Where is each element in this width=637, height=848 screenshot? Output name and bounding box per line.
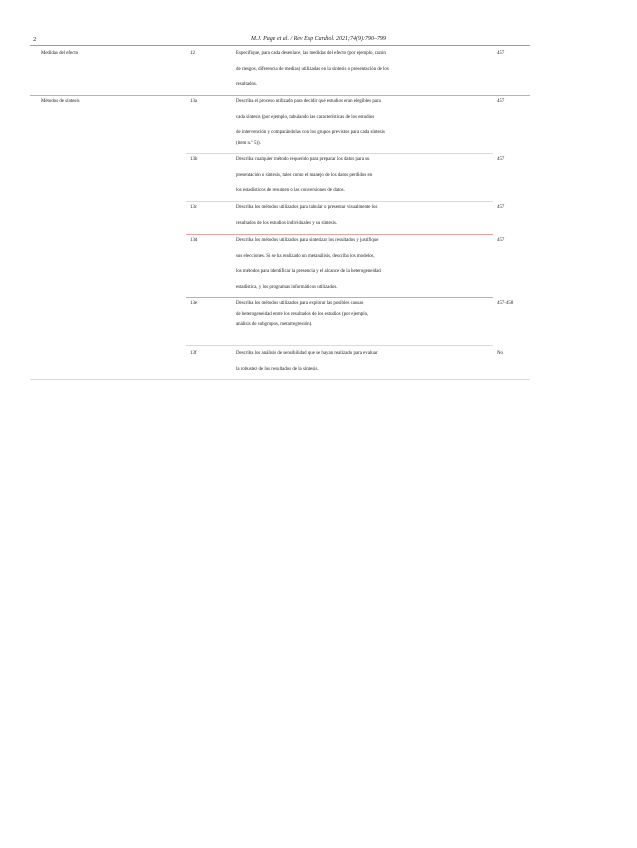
description-line: sus elecciones. Si se ha realizado un metanálisis, describa los modelos, [236, 253, 375, 259]
description-line: cada síntesis (por ejemplo, tabulando las características de los estudios [236, 114, 375, 120]
description-line: de riesgos, diferencia de medias) utilizadas en la síntesis o presentación de los [236, 66, 389, 72]
description-line: estadística, y los programas informáticos utilizados. [236, 284, 338, 290]
row-item: 13b [190, 157, 198, 162]
row-separator [186, 345, 493, 346]
row-page: No [497, 351, 503, 356]
row-item: 13c [190, 205, 198, 210]
description-line: Describa los métodos utilizados para explorar las posibles causas [236, 301, 364, 306]
description-line: resultados de los estudios individuales y su síntesis. [236, 220, 338, 226]
row-item: 13f [190, 351, 197, 356]
row-page: 457 [497, 205, 505, 210]
description-line: de intervención y comparándolas con los grupos previstos para cada síntesis [236, 130, 385, 136]
row-page: 457 [497, 157, 505, 162]
row-page: 457 [497, 99, 505, 104]
row-separator [30, 95, 530, 96]
row-item: 13e [190, 301, 198, 306]
row-page: 457 [497, 238, 505, 243]
row-description [236, 349, 378, 375]
row-description [236, 299, 368, 331]
row-description [236, 236, 381, 293]
table-bottom-rule [30, 379, 530, 380]
description-line: análisis de subgrupos, metarregresión). [236, 322, 313, 328]
row-separator [186, 153, 493, 154]
header-rule [30, 45, 530, 46]
row-description [236, 203, 377, 229]
row-separator [186, 201, 493, 202]
description-line: Describa los métodos utilizados para sintetizar los resultados y justifique [236, 238, 379, 243]
row-page: 457-458 [497, 301, 514, 306]
row-description [236, 49, 389, 91]
description-line: Especifique, para cada desenlace, las medidas del efecto (por ejemplo, razón [236, 51, 386, 56]
description-line: Describa los métodos utilizados para tabular o presentar visualmente los [236, 205, 378, 210]
description-line: Describa el proceso utilizado para decidir qué estudios eran elegibles para [236, 99, 381, 104]
description-line: de heterogeneidad entre los resultados de los estudios (por ejemplo, [236, 311, 369, 317]
row-separator [186, 297, 493, 298]
description-line: presentación o síntesis, tales como el manejo de los datos perdidos en [236, 172, 373, 178]
description-line: los estadísticos de resumen o las conversiones de datos. [236, 188, 345, 194]
row-separator [186, 234, 493, 235]
row-description [236, 97, 385, 149]
row-topic: Medidas del efecto [41, 51, 79, 56]
description-line: (ítem n.º 5)). [236, 140, 261, 146]
description-line: Describa los análisis de sensibilidad que se hayan realizado para evaluar [236, 351, 378, 356]
row-item: 13a [190, 99, 198, 104]
row-description [236, 155, 372, 197]
row-topic: Métodos de síntesis [41, 99, 80, 104]
description-line: la robustez de los resultados de la síntesis. [236, 366, 319, 372]
row-page: 457 [497, 51, 505, 56]
description-line: los métodos para identificar la presencia y el alcance de la heterogeneidad [236, 269, 381, 275]
row-item: 13d [190, 238, 198, 243]
row-item: 12 [190, 51, 195, 56]
description-line: Describa cualquier método requerido para preparar los datos para su [236, 157, 370, 162]
page-number: 2 [33, 36, 37, 43]
description-line: resultados. [236, 82, 258, 88]
running-head: M.J. Page et al. / Rev Esp Cardiol. 2021;74(9):790–799 [250, 36, 387, 42]
